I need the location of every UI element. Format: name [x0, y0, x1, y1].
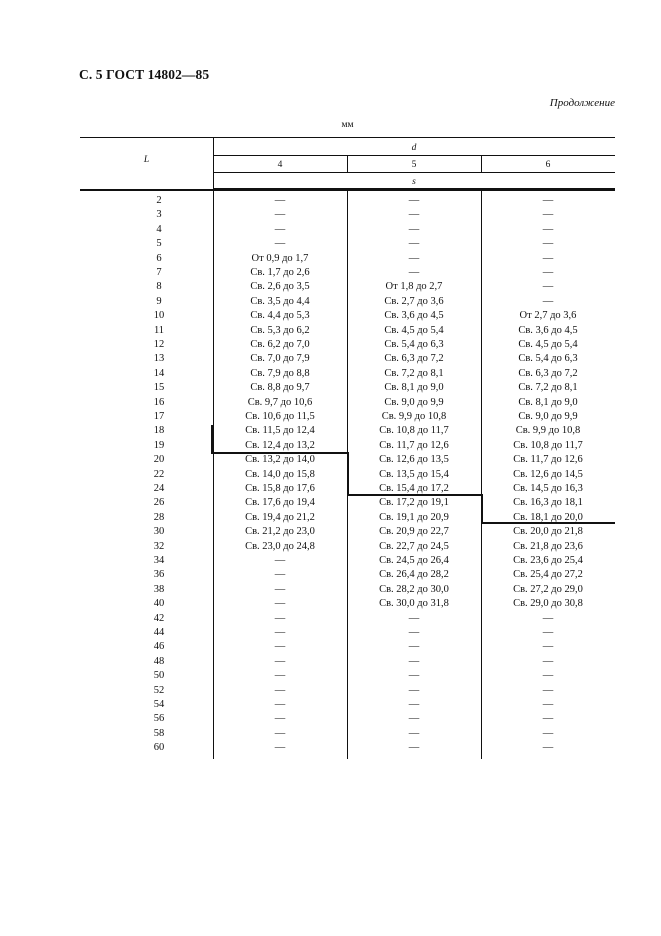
cell-d6: —	[542, 612, 554, 624]
cell-d5: Св. 8,1 до 9,0	[384, 382, 444, 394]
cell-d5: —	[408, 209, 420, 221]
cell-L: 8	[156, 281, 162, 293]
cell-L: 5	[156, 238, 162, 250]
header-sep-3	[481, 155, 482, 172]
cell-d4: —	[274, 699, 286, 710]
cell-d6: Св. 23,6 до 25,4	[513, 555, 583, 566]
cell-d5: —	[408, 627, 420, 638]
cell-L: 32	[153, 540, 165, 552]
cell-L: 38	[153, 583, 165, 595]
cell-d6: Св. 9,0 до 9,9	[518, 411, 578, 422]
header-L: L	[143, 155, 150, 165]
cell-d4: Св. 7,9 до 8,8	[250, 367, 310, 379]
header-s: s	[412, 177, 416, 187]
cell-d6: —	[542, 223, 554, 235]
cell-d6: Св. 10,8 до 11,7	[513, 439, 583, 451]
cell-L: 4	[156, 223, 162, 235]
cell-L: 15	[153, 382, 165, 394]
cell-d5: —	[408, 655, 420, 667]
cell-d6: —	[542, 209, 554, 221]
cell-d4: Св. 11,5 до 12,4	[245, 425, 315, 437]
cell-d6: —	[542, 713, 554, 725]
header-col-5: 5	[411, 160, 417, 170]
cell-d5: —	[408, 267, 420, 278]
cell-d5: Св. 9,0 до 9,9	[384, 396, 444, 408]
cell-d6: Св. 6,3 до 7,2	[518, 367, 578, 379]
cell-d5: —	[408, 612, 420, 624]
cell-d6: —	[542, 655, 554, 667]
header-col-4: 4	[277, 160, 283, 170]
cell-d4: Св. 5,3 до 6,2	[250, 324, 310, 336]
cell-d5: Св. 12,6 до 13,5	[379, 454, 449, 466]
cell-L: 12	[153, 339, 165, 350]
cell-L: 24	[153, 483, 165, 494]
cell-L: 28	[153, 511, 165, 523]
cell-d6: —	[542, 281, 554, 293]
cell-d6: —	[542, 267, 554, 278]
cell-d4: Св. 12,4 до 13,2	[245, 439, 315, 451]
cell-L: 20	[153, 454, 165, 466]
cell-d5: —	[408, 195, 420, 206]
cell-d4: Св. 7,0 до 7,9	[250, 353, 310, 365]
cell-d6: Св. 3,6 до 4,5	[518, 324, 578, 336]
cell-d6: Св. 7,2 до 8,1	[518, 382, 578, 394]
cell-d6: —	[542, 627, 554, 638]
cell-L: 11	[153, 324, 165, 336]
cell-d4: Св. 19,4 до 21,2	[245, 511, 315, 523]
cell-d6: —	[542, 699, 554, 710]
cell-d4: Св. 9,7 до 10,6	[247, 396, 313, 408]
cell-L: 34	[153, 555, 165, 566]
cell-d4: —	[274, 641, 286, 653]
cell-L: 17	[153, 411, 165, 422]
cell-d6: —	[542, 684, 554, 696]
cell-d5: От 1,8 до 2,7	[385, 281, 443, 293]
cell-d4: —	[274, 742, 286, 754]
cell-d6: Св. 16,3 до 18,1	[513, 497, 583, 509]
cell-d6: Св. 8,1 до 9,0	[518, 396, 578, 408]
cell-d6: —	[542, 195, 554, 206]
cell-d4: Св. 23,0 до 24,8	[245, 540, 315, 552]
cell-L: 40	[153, 598, 165, 610]
cell-L: 44	[153, 627, 165, 638]
cell-d4: —	[274, 209, 286, 221]
cell-d6: Св. 11,7 до 12,6	[513, 454, 583, 466]
cell-L: 54	[153, 699, 165, 710]
cell-d4: Св. 2,6 до 3,5	[250, 281, 310, 293]
cell-d5: —	[408, 713, 420, 725]
cell-d4: —	[274, 195, 286, 206]
cell-d6: Св. 9,9 до 10,8	[515, 425, 581, 437]
cell-L: 30	[153, 526, 165, 538]
cell-d5: —	[408, 238, 420, 250]
cell-d6: —	[542, 670, 554, 682]
table-top-rule	[80, 137, 615, 138]
cell-L: 18	[153, 425, 165, 437]
cell-d5: —	[408, 684, 420, 696]
cell-d5: Св. 15,4 до 17,2	[379, 483, 449, 494]
cell-d4: —	[274, 713, 286, 725]
d-header-rule	[213, 155, 615, 156]
cell-d5: Св. 30,0 до 31,8	[379, 598, 449, 610]
cell-d5: —	[408, 670, 420, 682]
cell-d6: От 2,7 до 3,6	[519, 310, 577, 322]
cell-d5: Св. 26,4 до 28,2	[379, 569, 449, 581]
cell-d5: Св. 17,2 до 19,1	[379, 497, 449, 509]
cell-d6: —	[542, 238, 554, 250]
cell-d5: —	[408, 223, 420, 235]
cell-d6: Св. 21,8 до 23,6	[513, 540, 583, 552]
cell-L: 56	[153, 713, 165, 725]
cell-d4: От 0,9 до 1,7	[251, 252, 309, 264]
cell-L: 6	[156, 252, 162, 264]
cell-d5: —	[408, 641, 420, 653]
cell-L: 3	[156, 209, 162, 221]
cell-d6: Св. 12,6 до 14,5	[513, 468, 583, 480]
cell-L: 14	[153, 367, 165, 379]
header-d: d	[411, 143, 417, 153]
s-header-inner-rule	[213, 188, 615, 189]
cell-d5: Св. 7,2 до 8,1	[384, 367, 444, 379]
cell-L: 19	[153, 439, 165, 451]
cell-L: 2	[156, 195, 162, 206]
cell-d6: Св. 27,2 до 29,0	[513, 583, 583, 595]
cell-d6: —	[542, 252, 554, 264]
cell-d5: —	[408, 727, 420, 739]
cell-d4: —	[274, 583, 286, 595]
cell-d6: Св. 14,5 до 16,3	[513, 483, 583, 494]
cell-d4: —	[274, 223, 286, 235]
cell-d5: Св. 20,9 до 22,7	[379, 526, 449, 538]
cell-d6: Св. 29,0 до 30,8	[513, 598, 583, 610]
cell-d6: —	[542, 641, 554, 653]
cell-d4: —	[274, 238, 286, 250]
cell-d6: —	[542, 727, 554, 739]
cell-d6: Св. 4,5 до 5,4	[518, 339, 578, 350]
units-label: мм	[341, 120, 354, 130]
cell-d4: Св. 15,8 до 17,6	[245, 483, 315, 494]
cell-d4: Св. 14,0 до 15,8	[245, 468, 315, 480]
cell-d4: Св. 21,2 до 23,0	[245, 526, 315, 538]
cell-d4: Св. 6,2 до 7,0	[250, 339, 310, 350]
cell-L: 46	[153, 641, 165, 653]
cell-d4: —	[274, 569, 286, 581]
cell-d4: Св. 3,5 до 4,4	[250, 295, 310, 307]
cell-d6: Св. 18,1 до 20,0	[513, 511, 583, 523]
cell-d4: —	[274, 627, 286, 638]
cell-d5: Св. 6,3 до 7,2	[384, 353, 444, 365]
cell-d6: Св. 5,4 до 6,3	[518, 353, 578, 365]
cell-L: 9	[156, 295, 162, 307]
cell-d4: —	[274, 598, 286, 610]
cell-d4: —	[274, 670, 286, 682]
cell-d5: Св. 5,4 до 6,3	[384, 339, 444, 350]
cell-d4: —	[274, 612, 286, 624]
cell-d5: Св. 19,1 до 20,9	[379, 511, 449, 523]
cell-d4: Св. 1,7 до 2,6	[250, 267, 310, 278]
cell-d4: Св. 13,2 до 14,0	[245, 454, 315, 466]
cell-d5: Св. 13,5 до 15,4	[379, 468, 449, 480]
cell-d4: —	[274, 684, 286, 696]
cell-L: 48	[153, 655, 165, 667]
columns-header-rule	[213, 172, 615, 173]
cell-L: 26	[153, 497, 165, 509]
cell-d6: Св. 25,4 до 27,2	[513, 569, 583, 581]
cell-d5: —	[408, 699, 420, 710]
cell-d5: Св. 28,2 до 30,0	[379, 583, 449, 595]
cell-d5: Св. 10,8 до 11,7	[379, 425, 449, 437]
page-header: С. 5 ГОСТ 14802—85	[79, 67, 210, 82]
cell-d6: —	[542, 295, 554, 307]
cell-d5: —	[408, 252, 420, 264]
cell-d5: Св. 3,6 до 4,5	[384, 310, 444, 322]
cell-L: 60	[153, 742, 165, 754]
cell-L: 22	[153, 468, 165, 480]
cell-L: 10	[153, 310, 165, 322]
cell-d4: Св. 17,6 до 19,4	[245, 497, 315, 509]
cell-L: 50	[153, 670, 165, 682]
cell-d4: —	[274, 555, 286, 566]
cell-d5: Св. 24,5 до 26,4	[379, 555, 449, 566]
cell-L: 42	[153, 612, 165, 624]
cell-d5: Св. 22,7 до 24,5	[379, 540, 449, 552]
cell-d4: —	[274, 727, 286, 739]
cell-d5: —	[408, 742, 420, 754]
cell-d4: Св. 8,8 до 9,7	[250, 382, 310, 394]
header-col-6: 6	[545, 160, 551, 170]
cell-d5: Св. 11,7 до 12,6	[379, 439, 449, 451]
cell-d5: Св. 9,9 до 10,8	[381, 411, 447, 422]
cell-d5: Св. 4,5 до 5,4	[384, 324, 444, 336]
header-sep-2	[347, 155, 348, 172]
cell-L: 58	[153, 727, 165, 739]
cell-d4: Св. 10,6 до 11,5	[245, 411, 315, 422]
cell-d6: —	[542, 742, 554, 754]
cell-L: 13	[153, 353, 165, 365]
cell-L: 7	[156, 267, 162, 278]
header-sep-1	[213, 137, 214, 191]
cell-L: 52	[153, 684, 165, 696]
cell-d4: —	[274, 655, 286, 667]
cell-d4: Св. 4,4 до 5,3	[250, 310, 310, 322]
cell-L: 36	[153, 569, 165, 581]
continuation-label: Продолжение	[549, 97, 615, 109]
cell-L: 16	[153, 396, 165, 408]
cell-d5: Св. 2,7 до 3,6	[384, 295, 444, 307]
cell-d6: Св. 20,0 до 21,8	[513, 526, 583, 538]
